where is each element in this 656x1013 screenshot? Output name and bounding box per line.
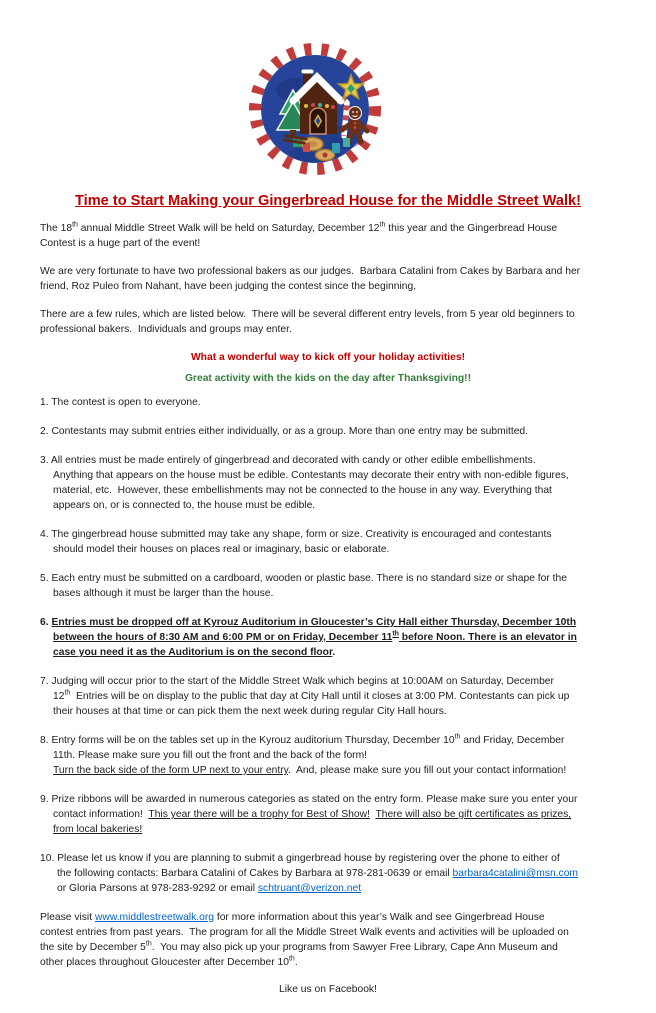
rule-8-text: 8. Entry forms will be on the tables set up in the Kyrouz auditorium Thursday, December 10 xyxy=(40,735,455,746)
rule-6-text: between the hours of 8:30 AM and 6:00 PM or on Friday, December 11 xyxy=(53,632,393,643)
rule-7-text: 12 xyxy=(53,691,65,702)
closing-paragraph-text: contest entries from past years. The program for all the Middle Street Walk events and activities will be uploaded on xyxy=(40,927,569,938)
closing-paragraph-text: . xyxy=(294,957,298,968)
closing-paragraph-text: the site by December 5 xyxy=(40,942,146,953)
rule-9 xyxy=(40,792,616,837)
rule-5 xyxy=(40,571,616,601)
rule-6-text: 6. xyxy=(40,617,52,628)
rule-5-text: bases although it must be larger than the house. xyxy=(53,588,274,599)
document-content xyxy=(0,221,656,997)
rule-9-text: from local bakeries! xyxy=(53,824,143,835)
intro-paragraph-2-text: We are very fortunate to have two professional bakers as our judges. Barbara Catalini from Cakes by Barbara and her xyxy=(40,266,581,277)
rule-8-text: 11th. Please make sure you fill out the front and the back of the form! xyxy=(53,750,368,761)
rule-4 xyxy=(40,527,616,557)
closing-paragraph-text: other places throughout Gloucester after December 10 xyxy=(40,957,289,968)
facebook-line xyxy=(40,982,616,997)
rule-6-text: case you need it as the Auditorium is on the second floor xyxy=(53,647,333,658)
rule-9-text: 9. Prize ribbons will be awarded in numerous categories as stated on the entry form. Please make sure you enter your xyxy=(40,794,578,805)
rule-7-text: 7. Judging will occur prior to the start of the Middle Street Walk which begins at 10:00AM on Saturday, December xyxy=(40,676,554,687)
rule-6-text: . xyxy=(332,647,336,658)
rule-3-text: 3. All entries must be made entirely of gingerbread and decorated with candy or other edible embellishments. xyxy=(40,455,536,466)
rule-4-text: 4. The gingerbread house submitted may take any shape, form or size. Creativity is encouraged and contestants xyxy=(40,529,552,540)
closing-paragraph-text: th xyxy=(145,940,152,948)
rule-7 xyxy=(40,674,616,719)
intro-paragraph-3-text: professional bakers. Individuals and groups may enter. xyxy=(40,324,292,335)
intro-paragraph-1-text: The 18 xyxy=(40,223,73,234)
rule-1-text: 1. The contest is open to everyone. xyxy=(40,397,201,408)
rule-2 xyxy=(40,424,616,439)
intro-paragraph-3-text: There are a few rules, which are listed below. There will be several different entry levels, from 5 year old beginners to xyxy=(40,309,575,320)
closing-paragraph-text: for more information about this year’s Walk and see Gingerbread House xyxy=(213,912,545,923)
rule-3 xyxy=(40,453,616,513)
rule-7-text: Entries will be on display to the public that day at City Hall until it closes at 3:00 PM. Contestants can pick up xyxy=(70,691,570,702)
rule-7-text: th xyxy=(64,689,71,697)
closing-paragraph xyxy=(40,910,616,970)
intro-paragraph-1-text: this year and the Gingerbread House xyxy=(385,223,558,234)
rule-8 xyxy=(40,733,616,778)
facebook-line-text: Like us on Facebook! xyxy=(279,984,377,995)
rule-8-text: th xyxy=(454,733,461,741)
thanksgiving-line xyxy=(40,371,616,386)
rule-8-text: Turn the back side of the form UP next to your entry xyxy=(53,765,289,776)
rule-10 xyxy=(40,851,616,896)
schtruant-email-link[interactable]: schtruant@verizon.net xyxy=(257,883,362,894)
rule-3-text: material, etc. However, these embellishments may not be connected to the house in any way. Everything that xyxy=(53,485,552,496)
rule-6-text: Entries must be dropped off at Kyrouz Auditorium in Gloucester’s City Hall either Thursday, December 10th xyxy=(51,617,577,628)
holiday-activities-line xyxy=(40,350,616,365)
rule-6-text: th xyxy=(392,630,399,638)
intro-paragraph-1 xyxy=(40,221,616,251)
closing-paragraph-text: Please visit xyxy=(40,912,95,923)
rule-10-text: 10. Please let us know if you are planning to submit a gingerbread house by registering over the phone to either of xyxy=(40,853,560,864)
rule-8-text: and Friday, December xyxy=(460,735,565,746)
rule-9-text: There will also be gift certificates as prizes, xyxy=(375,809,572,820)
rule-6-text: before Noon. There is an elevator in xyxy=(398,632,577,643)
rule-4-text: should model their houses on places real or imaginary, basic or elaborate. xyxy=(53,544,390,555)
rule-1 xyxy=(40,395,616,410)
rule-7-text: their houses at that time or can pick them the next week during regular City Hall hours. xyxy=(53,706,447,717)
intro-paragraph-2 xyxy=(40,264,616,294)
rule-5-text: 5. Each entry must be submitted on a cardboard, wooden or plastic base. There is no standard size or shape for the xyxy=(40,573,567,584)
intro-paragraph-3 xyxy=(40,307,616,337)
rule-6 xyxy=(40,615,616,660)
middlestreetwalk-link[interactable]: www.middlestreetwalk.org xyxy=(94,912,214,923)
rule-10-text: or Gloria Parsons at 978-283-9292 or email xyxy=(57,883,258,894)
intro-paragraph-1-text: annual Middle Street Walk will be held on Saturday, December 12 xyxy=(77,223,380,234)
barbara-email-link[interactable]: barbara4catalini@msn.com xyxy=(452,868,579,879)
header-illustration-wrap xyxy=(248,42,382,176)
intro-paragraph-1-text: th xyxy=(379,221,386,229)
intro-paragraph-1-text: th xyxy=(72,221,78,229)
intro-paragraph-2-text: friend, Roz Puleo from Nahant, have been judging the contest since the beginning, xyxy=(40,281,417,292)
rule-9-text: This year there will be a trophy for Best of Show! xyxy=(148,809,370,820)
holiday-activities-line-text: What a wonderful way to kick off your holiday activities! xyxy=(190,352,466,363)
closing-paragraph-text: . You may also pick up your programs from Sawyer Free Library, Cape Ann Museum and xyxy=(151,942,558,953)
rule-8-text: . And, please make sure you fill out your contact information! xyxy=(288,765,567,776)
rule-10-text: the following contacts: Barbara Catalini of Cakes by Barbara at 978-281-0639 or email xyxy=(57,868,453,879)
thanksgiving-line-text: Great activity with the kids on the day after Thanksgiving!! xyxy=(184,373,472,384)
page-title: Time to Start Making your Gingerbread House for the Middle Street Walk! xyxy=(75,193,581,209)
intro-paragraph-1-text: Contest is a huge part of the event! xyxy=(40,238,201,249)
closing-paragraph-text: th xyxy=(288,955,295,963)
rule-3-text: Anything that appears on the house must be edible. Contestants may decorate their entry with non-edible figures, xyxy=(53,470,569,481)
rule-3-text: appears on, or is connected to, the house must be edible. xyxy=(53,500,316,511)
rule-2-text: 2. Contestants may submit entries either individually, or as a group. More than one entry may be submitted. xyxy=(40,426,529,437)
gingerbread-plate-illustration xyxy=(248,42,382,176)
rule-9-text: contact information! xyxy=(53,809,149,820)
